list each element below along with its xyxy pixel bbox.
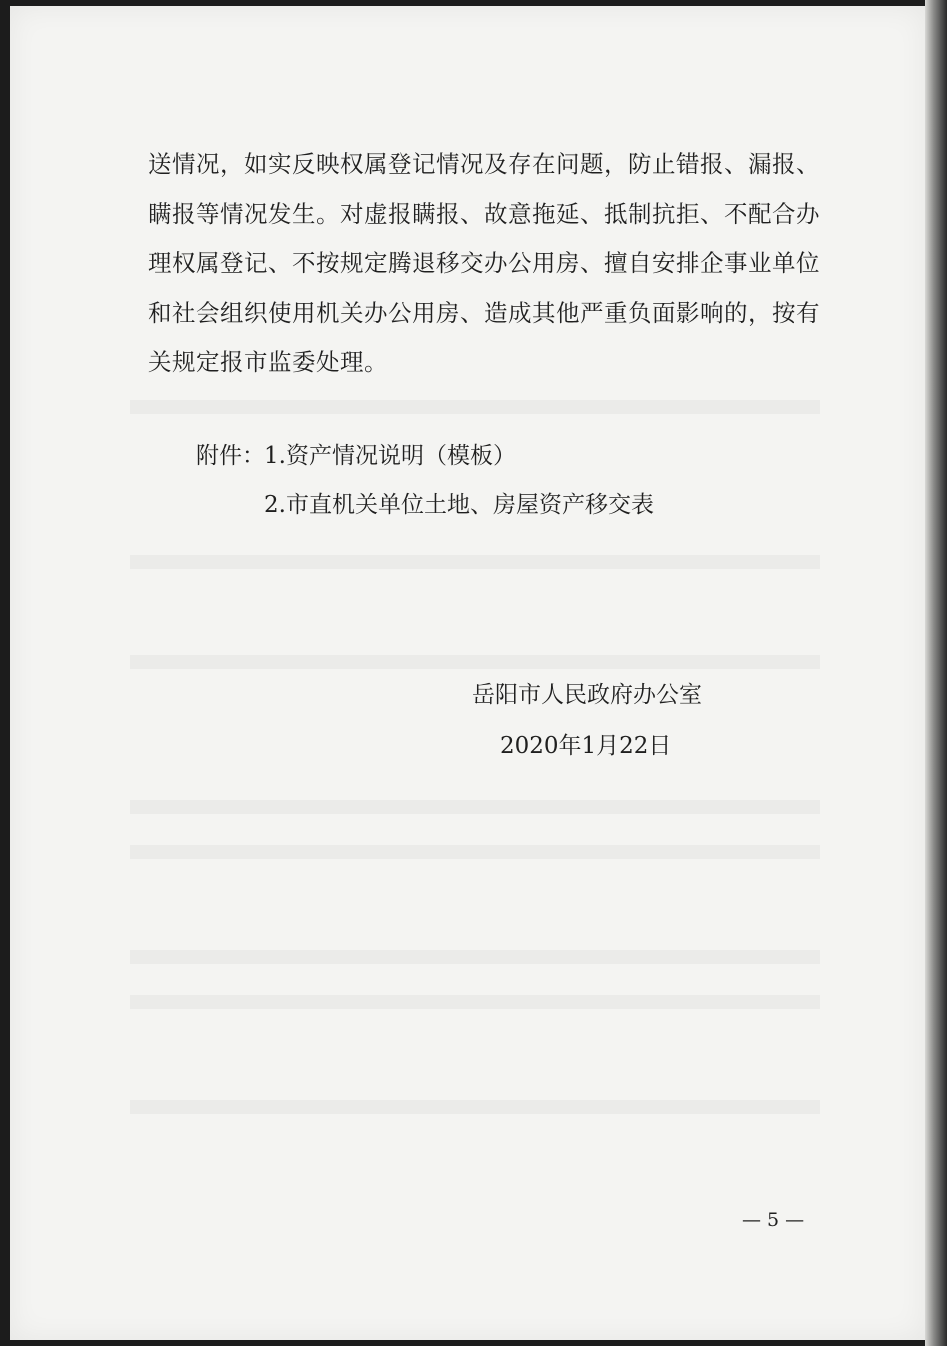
issuer-name: 岳阳市人民政府办公室	[472, 682, 702, 708]
paragraph-line: 理权属登记、不按规定腾退移交办公用房、擅自安排企事业单位	[148, 249, 820, 277]
attachment-item-1: 1.资产情况说明（模板）	[264, 443, 516, 469]
bleed-through-line	[130, 1100, 820, 1114]
paragraph-line: 关规定报市监委处理。	[148, 348, 388, 376]
bleed-through-line	[130, 845, 820, 859]
bleed-through-line	[130, 555, 820, 569]
attachments-label: 附件：	[196, 443, 265, 469]
attachment-item-2: 2.市直机关单位土地、房屋资产移交表	[264, 492, 654, 518]
page-number: — 5 —	[742, 1209, 805, 1231]
bleed-through-line	[130, 950, 820, 964]
body-paragraph	[148, 140, 820, 388]
paragraph-line: 瞒报等情况发生。对虚报瞒报、故意拖延、抵制抗拒、不配合办	[148, 199, 820, 228]
bleed-through-line	[130, 800, 820, 814]
page-edge-shadow	[925, 0, 947, 1346]
issue-date: 2020年1月22日	[500, 733, 672, 759]
paragraph-line: 送情况，如实反映权属登记情况及存在问题，防止错报、漏报、	[148, 150, 820, 178]
bleed-through-line	[130, 655, 820, 669]
bleed-through-line	[130, 400, 820, 414]
paragraph-line: 和社会组织使用机关办公用房、造成其他严重负面影响的，按有	[148, 298, 820, 327]
bleed-through-line	[130, 995, 820, 1009]
